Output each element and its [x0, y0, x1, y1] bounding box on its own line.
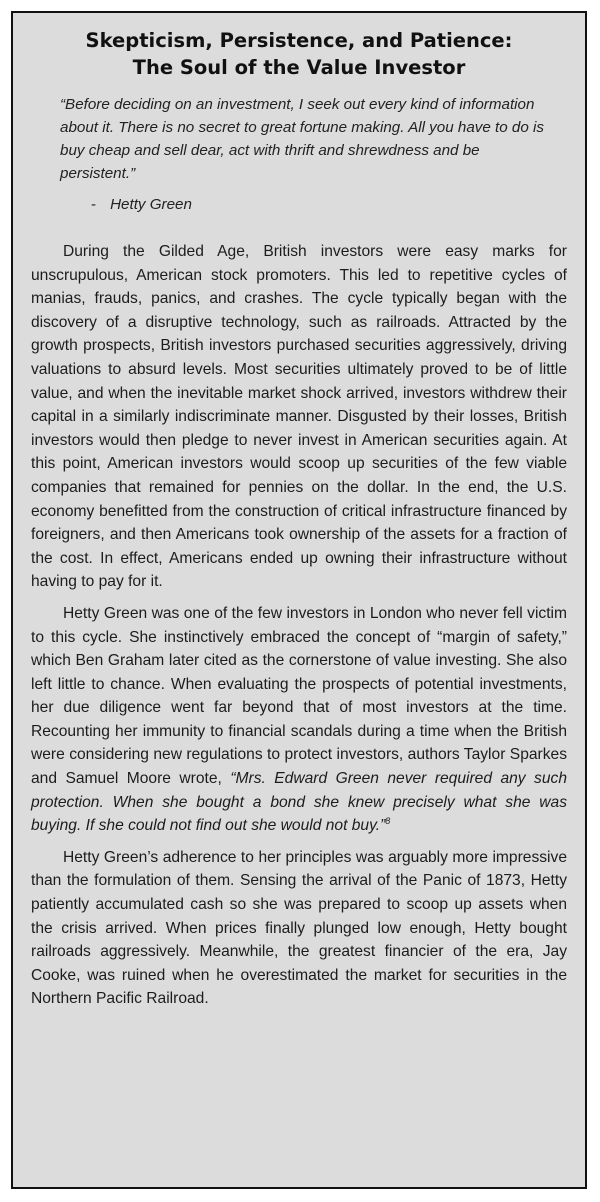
- attribution-dash: -: [91, 196, 97, 213]
- title-line-1: Skepticism, Persistence, and Patience:: [85, 29, 513, 52]
- body-paragraph-1: During the Gilded Age, British investors were easy marks for unscrupulous, American stock promoters. This led to repetitive cycles of manias, frauds, panics, and crashes. The cycle typically began with the discovery of a disruptive technology, such as railroads. Attracted by the growth prospects, British investors purchased securities aggressively, driving valuations to absurd levels. Most securities ultimately proved to be of little value, and when the inevitable market shock arrived, investors withdrew their capital in a similarly indiscriminate manner. Disgusted by their losses, British investors would then pledge to never invest in American securities again. At this point, American investors would scoop up securities of the few viable companies that remained for pennies on the dollar. In the end, the U.S. economy benefitted from the construction of critical infrastructure financed by foreigners, and then Americans took ownership of the assets for a fraction of the cost. In effect, Americans ended up owning their infrastructure without having to pay for it.: [31, 243, 567, 591]
- title-line-2: The Soul of the Value Investor: [132, 56, 466, 79]
- document-page: [11, 11, 587, 1189]
- paragraph-2-text: Hetty Green was one of the few investors in London who never fell victim to this cycle. She instinctively embraced the concept of “margin of safety,” which Ben Graham later cited as the cornerstone of value investing. She also left little to chance. When evaluating the prospects of potential investments, her due diligence went far beyond that of most investors at the time. Recounting her immunity to financial scandals during a time when the British were considering new regulations to protect investors, authors Taylor Sparkes and Samuel Moore wrote,: [31, 604, 567, 788]
- body-paragraph-2: [31, 602, 567, 838]
- page-title: [13, 27, 585, 81]
- epigraph-quote: “Before deciding on an investment, I seek out every kind of information about it. There is no secret to great fortune making. All you have to do is buy cheap and sell dear, act with thrift and shrewdness and be persistent.”: [60, 96, 545, 182]
- body-paragraph-3: Hetty Green’s adherence to her principles was arguably more impressive than the formulation of them. Sensing the arrival of the Panic of 1873, Hetty patiently accumulated cash so she was prepared to scoop up assets when the crisis arrived. When prices finally plunged low enough, Hetty bought railroads aggressively. Meanwhile, the greatest financier of the era, Jay Cooke, was ruined when he overestimated the market for securities in the Northern Pacific Railroad.: [31, 848, 567, 1008]
- epigraph-attribution: [91, 193, 585, 216]
- attribution-name: Hetty Green: [110, 196, 192, 213]
- footnote-marker: 8: [385, 816, 391, 827]
- paragraph-2-quote: “Mrs. Edward Green never required any such protection. When she bought a bond she knew precisely what she was buying. If she could not find out she would not buy.”: [31, 770, 567, 835]
